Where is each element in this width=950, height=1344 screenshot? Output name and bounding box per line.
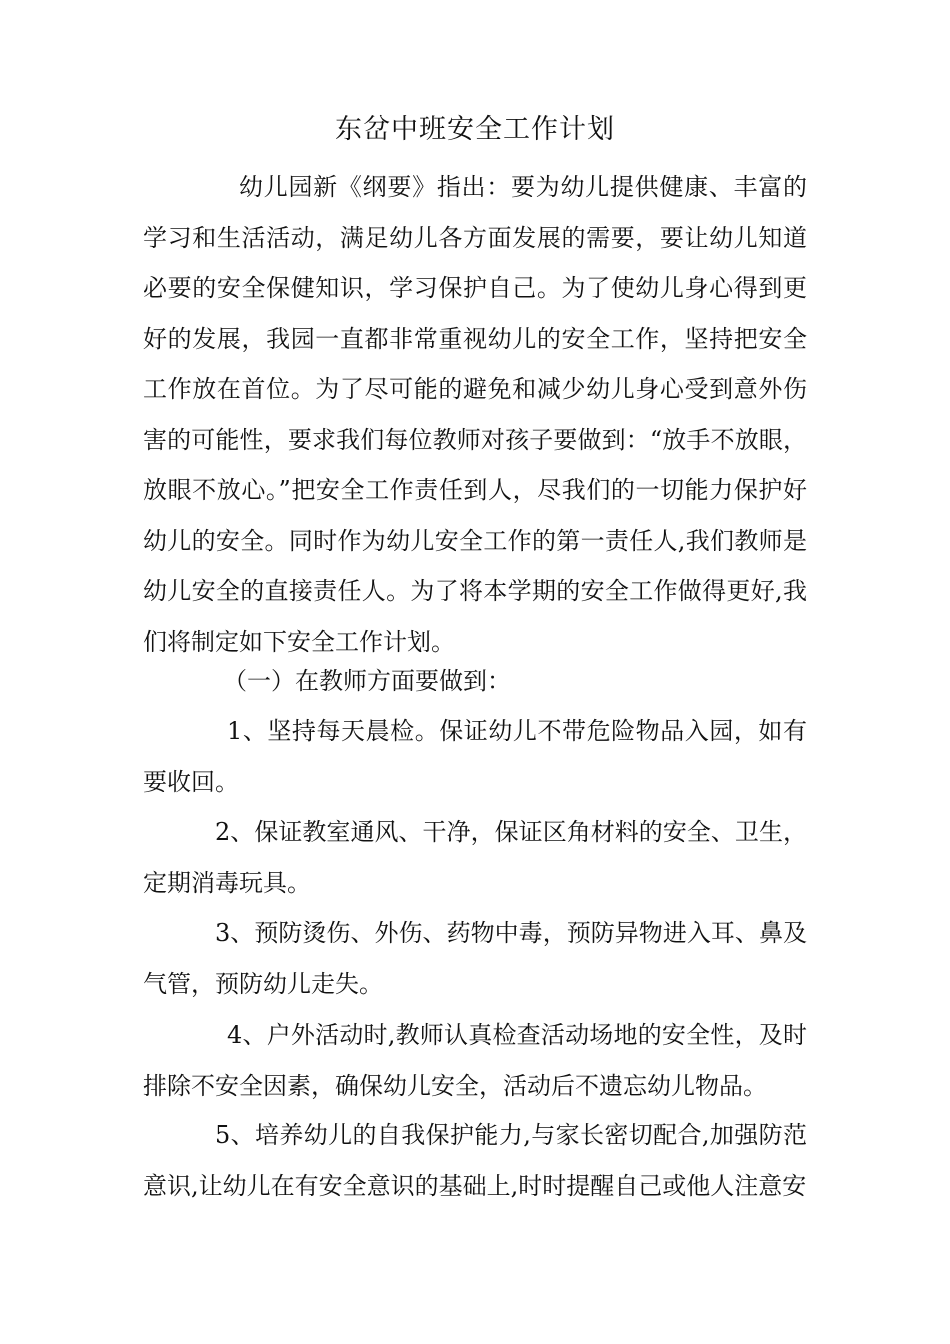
list-item-2: 2、保证教室通风、干净，保证区角材料的安全、卫生，定期消毒玩具。 [143,818,807,897]
list-item-3: 3、预防烫伤、外伤、药物中毒，预防异物进入耳、鼻及气管，预防幼儿走失。 [143,919,807,998]
section-heading-teachers: （一）在教师方面要做到： [223,667,511,695]
document-title: 东岔中班安全工作计划 [335,114,615,145]
list-item-1: 1、坚持每天晨检。保证幼儿不带危险物品入园，如有要收回。 [143,717,807,796]
list-item-5: 5、培养幼儿的自我保护能力,与家长密切配合,加强防范意识,让幼儿在有安全意识的基础上,时时提醒自己或他人注意安 [143,1121,807,1200]
list-item-4: 4、户外活动时,教师认真检查活动场地的安全性，及时排除不安全因素，确保幼儿安全，活动后不遗忘幼儿物品。 [143,1021,807,1100]
intro-paragraph: 幼儿园新《纲要》指出：要为幼儿提供健康、丰富的学习和生活活动，满足幼儿各方面发展的需要，要让幼儿知道必要的安全保健知识，学习保护自己。为了使幼儿身心得到更好的发展，我园一直都非常重视幼儿的安全工作，坚持把安全工作放在首位。为了尽可能的避免和减少幼儿身心受到意外伤害的可能性，要求我们每位教师对孩子要做到：“放手不放眼，放眼不放心。”把安全工作责任到人，尽我们的一切能力保护好幼儿的安全。同时作为幼儿安全工作的第一责任人,我们教师是幼儿安全的直接责任人。为了将本学期的安全工作做得更好,我们将制定如下安全工作计划。 [143,173,807,656]
